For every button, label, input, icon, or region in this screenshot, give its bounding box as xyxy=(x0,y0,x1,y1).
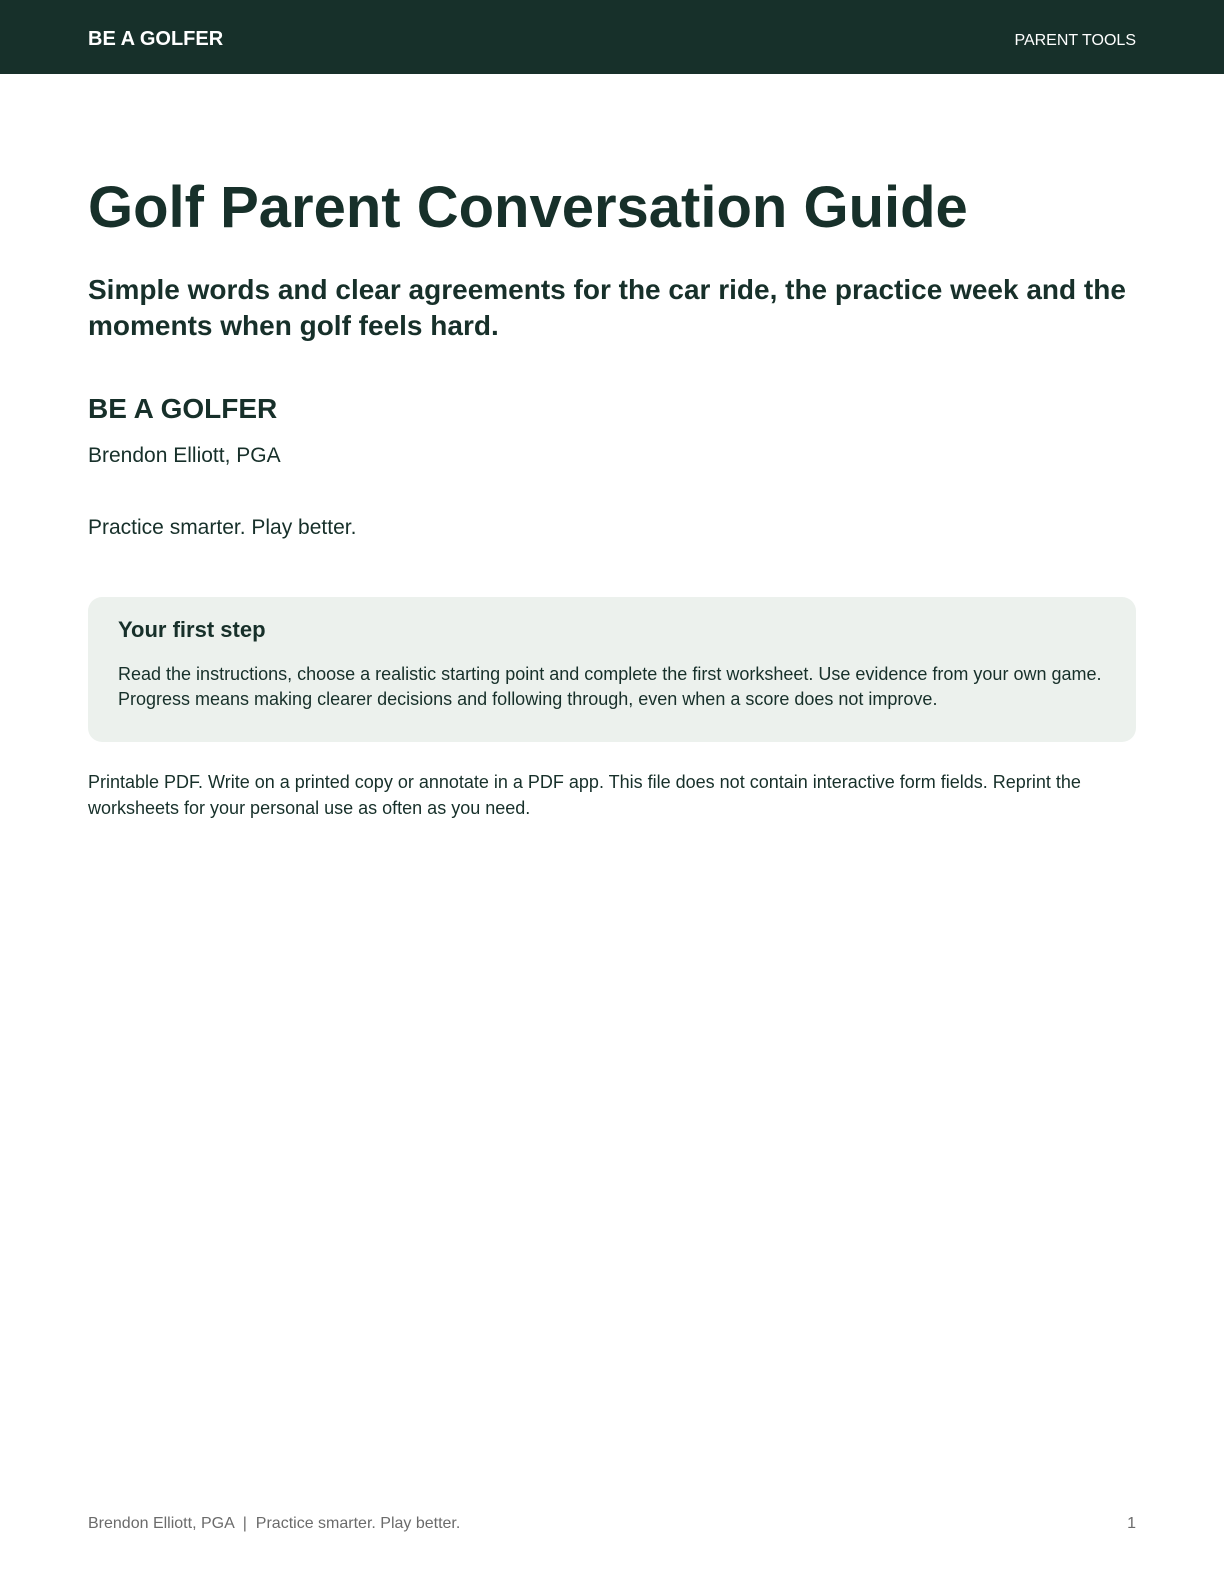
page-subtitle: Simple words and clear agreements for the car ride, the practice week and the moments when golf feels hard. xyxy=(88,274,1126,341)
top-banner xyxy=(0,0,1224,74)
callout-heading: Your first step xyxy=(118,617,266,642)
first-step-callout xyxy=(88,597,1136,742)
organization-name: BE A GOLFER xyxy=(88,393,278,424)
callout-body: Read the instructions, choose a realistic starting point and complete the first worksheet. Use evidence from your own game. Progress means making clearer decisions and following through, even when a score does not improve. xyxy=(118,664,1102,709)
footer-text: Brendon Elliott, PGA | Practice smarter. Play better. xyxy=(88,1515,461,1532)
section-label: PARENT TOOLS xyxy=(1014,32,1136,49)
brand-name: BE A GOLFER xyxy=(88,28,224,50)
page-number: 1 xyxy=(1127,1515,1136,1532)
author-name: Brendon Elliott, PGA xyxy=(88,444,281,467)
tagline: Practice smarter. Play better. xyxy=(88,516,357,539)
printing-note: Printable PDF. Write on a printed copy or annotate in a PDF app. This file does not contain interactive form fields. Reprint the worksheets for your personal use as often as you need. xyxy=(88,772,1081,818)
page-title: Golf Parent Conversation Guide xyxy=(88,175,968,240)
